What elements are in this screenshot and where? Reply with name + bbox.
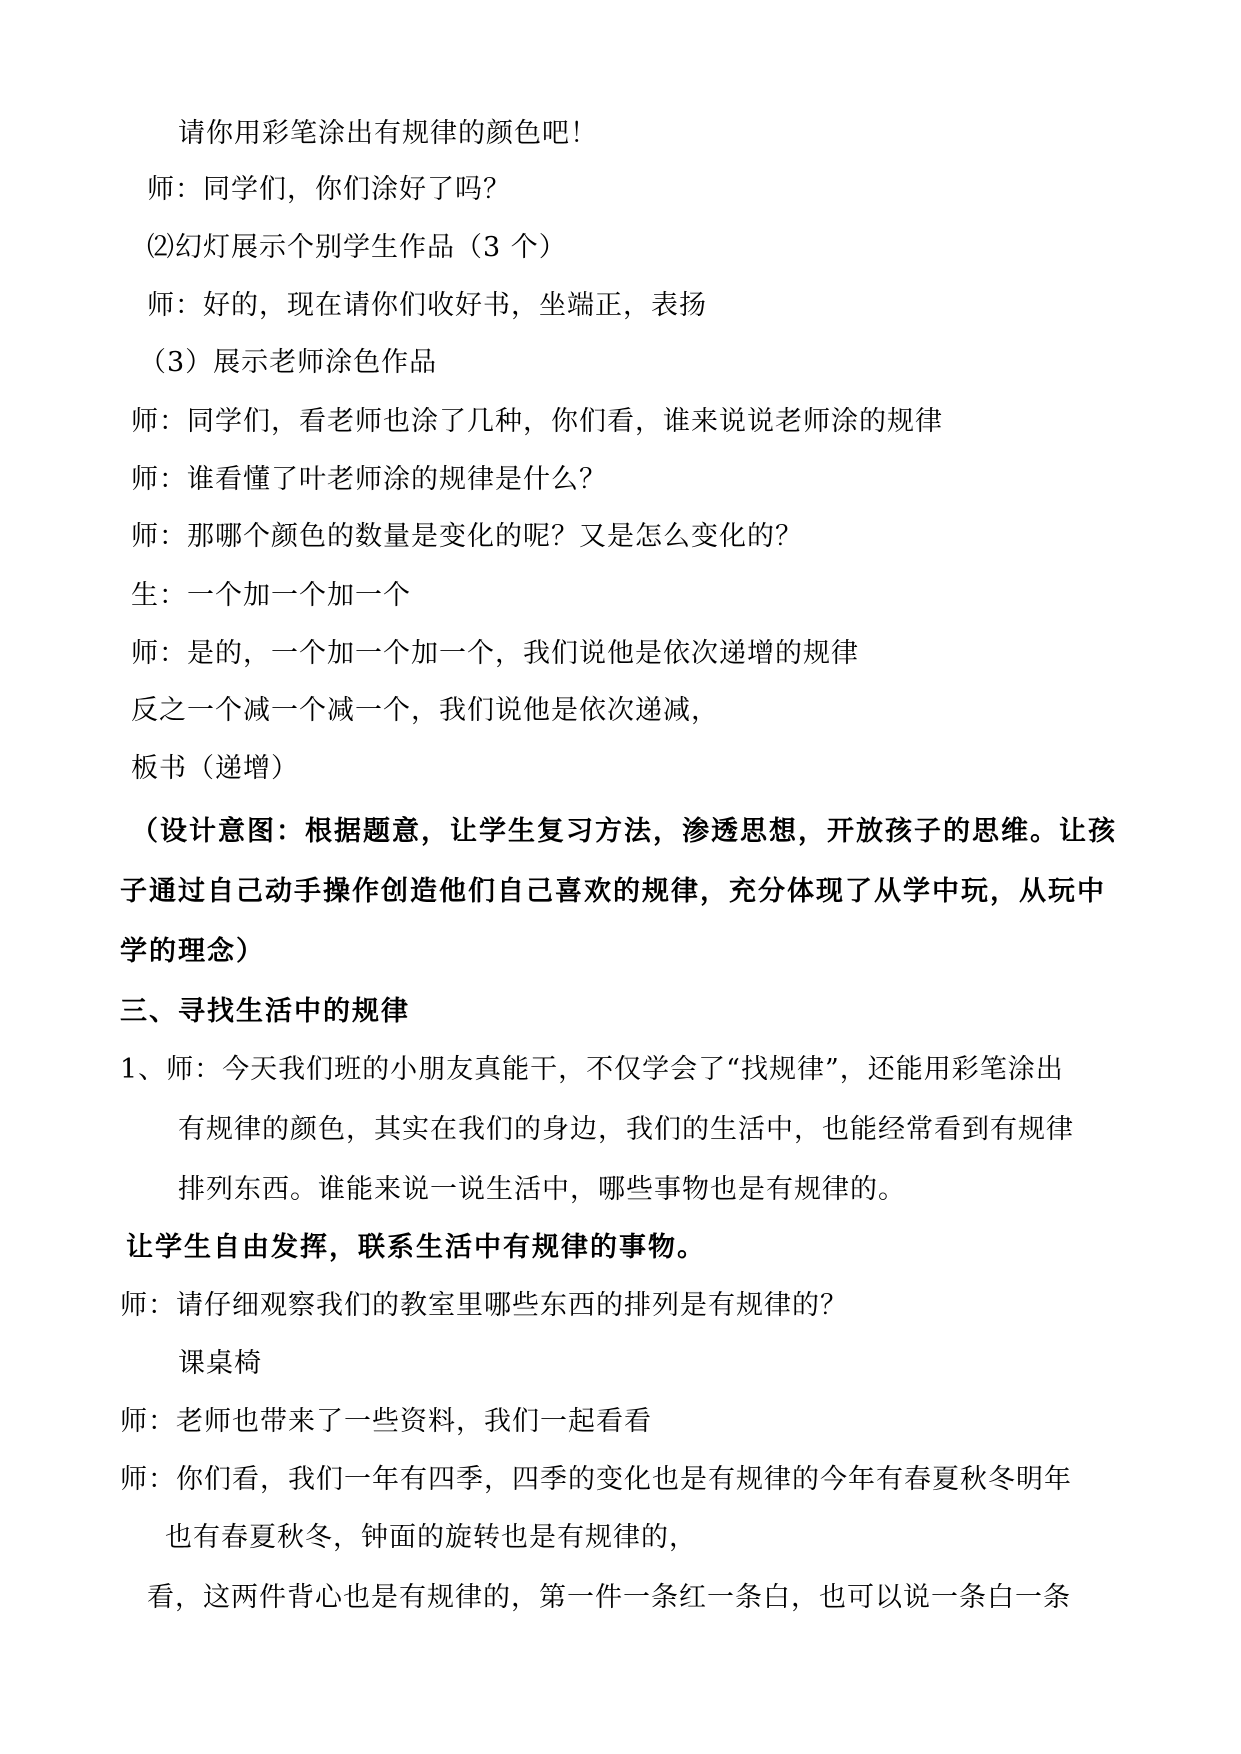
text-line: 有规律的颜色，其实在我们的身边，我们的生活中，也能经常看到有规律: [178, 1114, 1074, 1145]
text-line: 师：同学们，看老师也涂了几种，你们看，谁来说说老师涂的规律: [131, 406, 943, 437]
text-line: 师：请仔细观察我们的教室里哪些东西的排列是有规律的？: [120, 1290, 848, 1321]
text-line: 师：好的，现在请你们收好书，坐端正，表扬: [147, 290, 707, 321]
text-line: 排列东西。谁能来说一说生活中，哪些事物也是有规律的。: [178, 1174, 906, 1205]
text-line: 生：一个加一个加一个: [131, 580, 411, 611]
text-line: 师：那哪个颜色的数量是变化的呢？又是怎么变化的？: [131, 521, 803, 552]
text-line: 师：你们看，我们一年有四季，四季的变化也是有规律的今年有春夏秋冬明年: [120, 1464, 1072, 1495]
section-heading: 三、寻找生活中的规律: [120, 996, 410, 1027]
bold-note: 让学生自由发挥，联系生活中有规律的事物。: [126, 1232, 706, 1263]
text-line: 请你用彩笔涂出有规律的颜色吧！: [178, 118, 598, 149]
text-line: （3）展示老师涂色作品: [139, 347, 438, 378]
design-intent-line: 学的理念）: [120, 936, 265, 967]
text-line: ⑵幻灯展示个别学生作品（3 个）: [147, 232, 567, 263]
text-line: 看，这两件背心也是有规律的，第一件一条红一条白，也可以说一条白一条: [147, 1582, 1071, 1613]
text-line: 也有春夏秋冬，钟面的旋转也是有规律的，: [165, 1522, 697, 1553]
text-line: 1、师：今天我们班的小朋友真能干，不仅学会了“找规律”，还能用彩笔涂出: [120, 1054, 1064, 1085]
text-line: 师：同学们，你们涂好了吗？: [147, 174, 511, 205]
text-line: 课桌椅: [178, 1348, 262, 1379]
text-line: 师：是的，一个加一个加一个，我们说他是依次递增的规律: [131, 638, 859, 669]
text-line: 板书（递增）: [131, 753, 299, 784]
design-intent-line: （设计意图：根据题意，让学生复习方法，渗透思想，开放孩子的思维。让孩: [131, 816, 1117, 847]
text-line: 师：谁看懂了叶老师涂的规律是什么？: [131, 464, 607, 495]
design-intent-line: 子通过自己动手操作创造他们自己喜欢的规律，充分体现了从学中玩，从玩中: [120, 876, 1106, 907]
text-line: 师：老师也带来了一些资料，我们一起看看: [120, 1406, 652, 1437]
text-line: 反之一个减一个减一个，我们说他是依次递减，: [131, 695, 719, 726]
